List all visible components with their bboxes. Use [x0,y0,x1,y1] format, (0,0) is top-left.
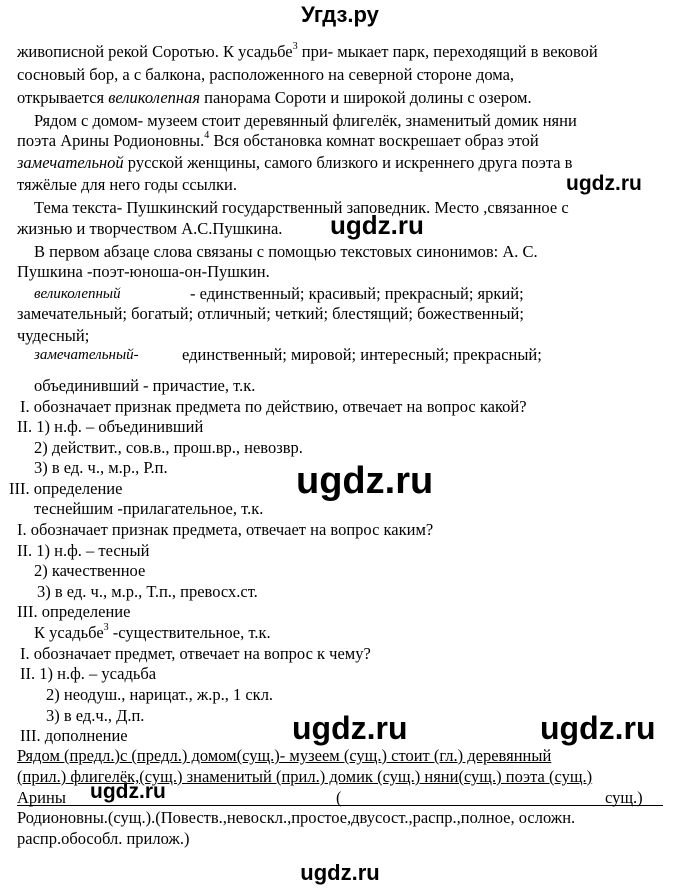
text-line: Арины [17,788,66,807]
site-header: Угдз.ру [301,2,379,27]
text-line: открывается великолепная панорама Сороти и широкой долины с озером. [17,88,532,107]
text-line: объединивший - причастие, т.к. [34,376,256,395]
text-line: Родионовны.(сущ.).(Повеств.,невоскл.,простое,двусост.,распр.,полное, осложн. [17,808,576,827]
text-line: I. обозначает признак предмета по действию, отвечает на вопрос какой? [20,397,527,416]
text-line: Рядом с домом- музеем стоит деревянный флигелёк, знаменитый домик няни [34,111,577,130]
text-line: 2) качественное [34,561,146,580]
watermark: ugdz.ru [540,710,656,746]
text-line: Пушкина -поэт-юноша-он-Пушкин. [17,262,270,281]
text-line: Рядом (предл.)с (предл.) домом(сущ.)- музеем (сущ.) стоит (гл.) деревянный [17,746,552,765]
text-line: единственный; мировой; интересный; прекрасный; [182,345,542,364]
text-line: сущ.) [605,788,643,807]
text-line: III. определение [9,479,123,498]
text-line: (прил.) флигелёк,(сущ.) знаменитый (прил.) домик (сущ.) няни(сущ.) поэта (сущ.) [17,767,593,786]
text-line: ( [336,788,342,807]
site-footer: ugdz.ru [300,860,380,885]
divider [17,805,663,806]
text-line: замечательный; богатый; отличный; четкий; блестящий; божественный; [17,304,524,323]
text-line: II. 1) н.ф. – усадьба [20,664,157,683]
text-line: 3) в ед. ч., м.р., Р.п. [34,458,168,477]
text-line: поэта Арины Родионовны.$^4$ Вся обстановка комнат воскрешает образ этой [17,130,539,150]
text-line: 2) неодуш., нарицат., ж.р., 1 скл. [46,685,274,704]
text-line: чудесный; [17,326,90,345]
watermark: ugdz.ru [566,172,642,195]
text-line: К усадьбе$^3$ -существительное, т.к. [34,622,271,642]
text-line: III. дополнение [20,726,128,745]
text-line: замечательный- [34,347,139,363]
text-line: великолепный [34,286,121,302]
text-line: I. обозначает предмет, отвечает на вопрос к чему? [20,644,371,663]
text-line: Тема текста- Пушкинский государственный заповедник. Место ,связанное с [34,198,569,217]
text-line: I. обозначает признак предмета, отвечает на вопрос каким? [17,520,434,539]
text-line: - единственный; красивый; прекрасный; яркий; [190,284,524,303]
text-line: II. 1) н.ф. – объединивший [17,417,204,436]
text-line: замечательной русской женщины, самого близкого и искреннего друга поэта в [17,153,573,172]
text-line: сосновый бор, а с балкона, расположенного на северной стороне дома, [17,65,515,84]
text-line: 3) в ед. ч., м.р., Т.п., превосх.ст. [37,582,258,601]
text-line: 2) действит., сов.в., прош.вр., невозвр. [34,438,303,457]
text-line: живописной рекой Соротью. К усадьбе$^3$ при- мыкает парк, переходящий в вековой [17,41,598,61]
watermark: ugdz.ru [292,710,408,746]
watermark: ugdz.ru [330,210,424,240]
text-line: В первом абзаце слова связаны с помощью текстовых синонимов: А. С. [34,242,538,261]
text-line: III. определение [17,602,131,621]
text-line: 3) в ед.ч., Д.п. [46,706,145,725]
watermark: ugdz.ru [296,460,434,502]
text-line: тяжёлые для него годы ссылки. [17,175,237,194]
text-line: теснейшим -прилагательное, т.к. [34,499,264,518]
watermark: ugdz.ru [90,780,166,803]
text-line: жизнью и творчеством А.С.Пушкина. [17,219,283,238]
text-line: распр.обособл. прилож.) [17,829,190,848]
text-line: II. 1) н.ф. – тесный [17,541,150,560]
